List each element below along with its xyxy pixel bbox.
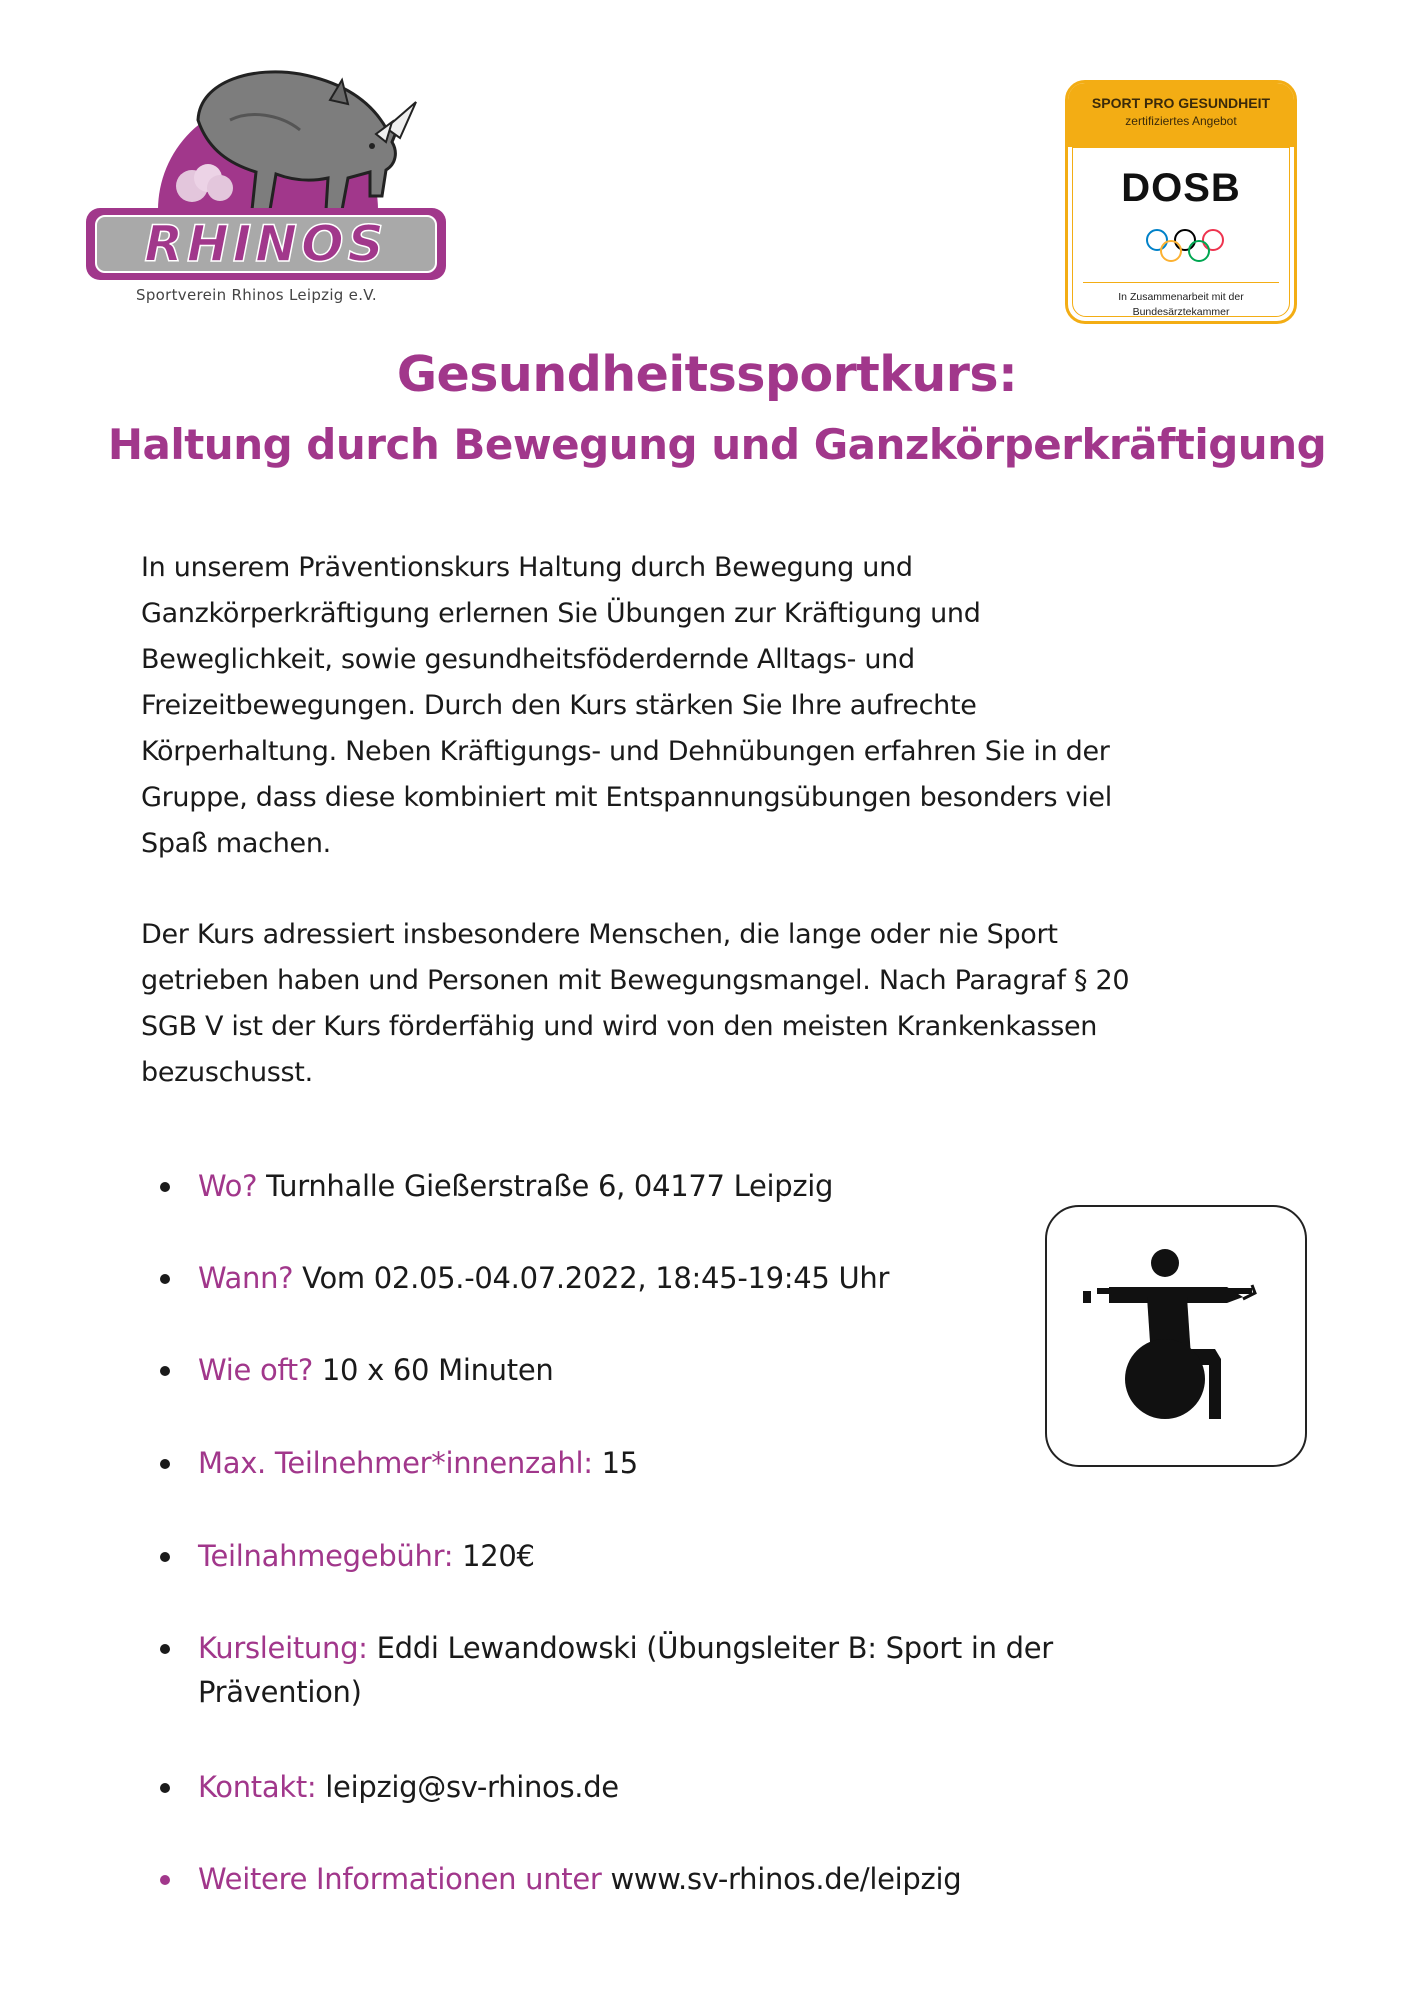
rhinos-wordmark: RHINOS [144,215,388,273]
paragraph-line: Freizeitbewegungen. Durch den Kurs stärken Sie Ihre aufrechte [141,690,977,721]
paragraph-line: SGB V ist der Kurs förderfähig und wird von den meisten Krankenkassen [141,1011,1098,1042]
bullet-icon [160,1274,170,1284]
info-value: Eddi Lewandowski (Übungsleiter B: Sport in der [367,1631,1053,1665]
paragraph-line: Der Kurs adressiert insbesondere Menschen, die lange oder nie Sport [141,919,1058,950]
info-label: Teilnahmegebühr: [198,1539,454,1573]
contact-email-link[interactable]: leipzig@sv-rhinos.de [316,1770,619,1804]
info-label: Wo? [198,1169,258,1203]
paragraph-line: In unserem Präventionskurs Haltung durch Bewegung und [141,552,913,583]
exercise-pictogram [1045,1205,1307,1467]
badge-title: SPORT PRO GESUNDHEIT [1091,95,1271,111]
info-label: Kontakt: [198,1770,317,1804]
badge-footer-line-2: Bundesärztekammer [1132,306,1230,318]
bullet-icon [160,1552,170,1562]
paragraph-line: Körperhaltung. Neben Kräftigungs- und Dehnübungen erfahren Sie in der [141,736,1110,767]
badge-footer-line-1: In Zusammenarbeit mit der [1118,291,1244,303]
info-value: 10 x 60 Minuten [312,1353,554,1387]
bullet-icon [160,1875,170,1885]
info-value: Turnhalle Gießerstraße 6, 04177 Leipzig [257,1169,834,1203]
course-info-list [160,0,1160,2000]
paragraph-line: getrieben haben und Personen mit Bewegungsmangel. Nach Paragraf § 20 [141,965,1130,996]
info-label: Wie oft? [198,1353,313,1387]
info-label: Max. Teilnehmer*innenzahl: [198,1446,593,1480]
club-name: Sportverein Rhinos Leipzig e.V. [136,286,377,304]
gymnastic-ball-exercise-icon [1047,1207,1304,1464]
info-value: Vom 02.05.-04.07.2022, 18:45-19:45 Uhr [293,1261,890,1295]
bullet-icon [160,1459,170,1469]
dosb-wordmark: DOSB [1121,166,1241,210]
info-label: Wann? [198,1261,294,1295]
paragraph-line: bezuschusst. [141,1057,313,1088]
bullet-icon [160,1644,170,1654]
info-value: 15 [592,1446,638,1480]
bullet-icon [160,1783,170,1793]
info-label: Kursleitung: [198,1631,368,1665]
paragraph-line: Beweglichkeit, sowie gesundheitsföderdernde Alltags- und [141,644,915,675]
page-title: Gesundheitssportkurs: [396,346,1018,403]
paragraph-line: Spaß machen. [141,828,331,859]
website-link[interactable]: www.sv-rhinos.de/leipzig [601,1862,962,1896]
badge-subtitle: zertifiziertes Angebot [1125,114,1237,128]
bullet-icon [160,1182,170,1192]
paragraph-line: Gruppe, dass diese kombiniert mit Entspannungsübungen besonders viel [141,782,1112,813]
paragraph-line: Ganzkörperkräftigung erlernen Sie Übungen zur Kräftigung und [141,598,981,629]
info-value: 120€ [453,1539,535,1573]
page-subtitle: Haltung durch Bewegung und Ganzkörperkräftigung [107,420,1327,469]
info-value-continued: Prävention) [198,1675,362,1709]
bullet-icon [160,1366,170,1376]
info-label: Weitere Informationen unter [198,1862,602,1896]
